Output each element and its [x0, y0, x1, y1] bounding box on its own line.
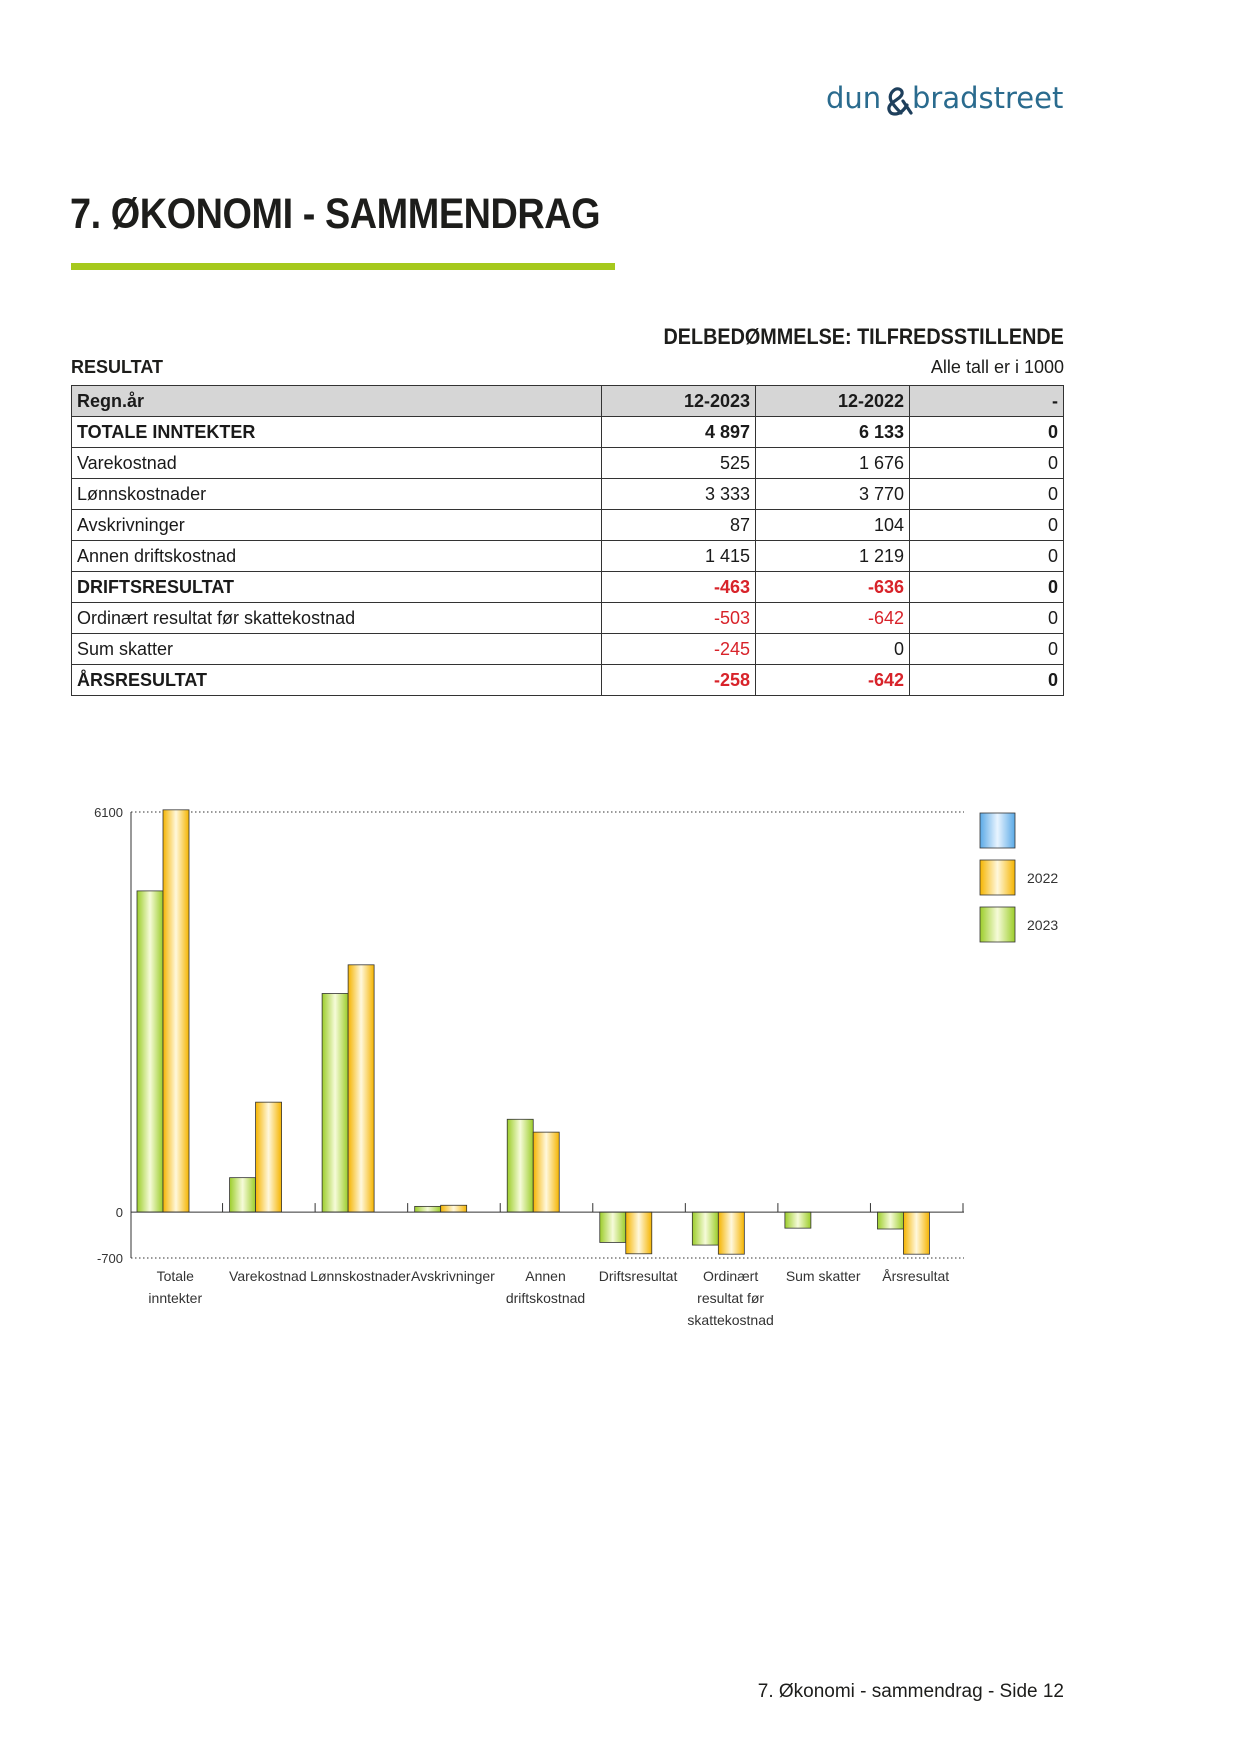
row-value: 0	[910, 448, 1064, 479]
result-table	[71, 385, 1064, 696]
table-row	[72, 634, 1064, 665]
result-chart	[0, 760, 1241, 1340]
row-label: Lønnskostnader	[72, 479, 602, 510]
row-value: 0	[910, 665, 1064, 696]
row-value: -636	[756, 572, 910, 603]
category-label: Varekostnad	[229, 1268, 307, 1284]
bar-2023	[600, 1212, 626, 1242]
table-row	[72, 665, 1064, 696]
page-footer: 7. Økonomi - sammendrag - Side 12	[757, 1681, 1064, 1702]
bar-2022	[718, 1212, 744, 1254]
row-value: 0	[910, 510, 1064, 541]
bar-2023	[322, 993, 348, 1212]
category-label: resultat før	[697, 1290, 765, 1306]
bar-2023	[137, 891, 163, 1212]
ampersand-logo-mark	[889, 89, 911, 114]
bar-2022	[903, 1212, 929, 1254]
y-tick-label: -700	[96, 1251, 123, 1266]
category-label: Ordinært	[702, 1268, 759, 1284]
category-label: Driftsresultat	[598, 1268, 678, 1284]
svg-text:dun: dun	[826, 81, 882, 115]
chart-svg	[0, 760, 1241, 1340]
row-value: 3 770	[756, 479, 910, 510]
row-value: -503	[602, 603, 756, 634]
table-header-row	[72, 386, 1064, 417]
row-value: 1 676	[756, 448, 910, 479]
bar-2023	[415, 1206, 441, 1212]
row-value: -642	[756, 603, 910, 634]
table-row	[72, 479, 1064, 510]
units-note: Alle tall er i 1000	[930, 357, 1064, 377]
row-value: 1 415	[602, 541, 756, 572]
bar-2023	[785, 1212, 811, 1228]
row-value: 0	[910, 634, 1064, 665]
bar-2022	[441, 1205, 467, 1212]
legend-swatch	[980, 907, 1015, 942]
row-label: Ordinært resultat før skattekostnad	[72, 603, 602, 634]
row-value: -258	[602, 665, 756, 696]
category-label: inntekter	[148, 1290, 203, 1306]
section-label: RESULTAT	[71, 357, 163, 377]
row-value: 0	[910, 479, 1064, 510]
row-value: 6 133	[756, 417, 910, 448]
y-tick-label: 6100	[94, 805, 123, 820]
row-value: 525	[602, 448, 756, 479]
legend-label: 2022	[1027, 870, 1059, 886]
header-cell: 12-2022	[756, 386, 910, 417]
row-value: 0	[756, 634, 910, 665]
row-value: 0	[910, 541, 1064, 572]
row-value: 0	[910, 572, 1064, 603]
category-label: Avskrivninger	[411, 1268, 495, 1284]
y-tick-label: 0	[115, 1205, 123, 1221]
legend-label: 2023	[1027, 917, 1059, 933]
rating-heading: DELBEDØMMELSE: TILFREDSSTILLENDE	[663, 324, 1064, 349]
legend-swatch	[980, 813, 1015, 848]
table-row	[72, 603, 1064, 634]
bar-2022	[626, 1212, 652, 1254]
header-cell: 12-2023	[602, 386, 756, 417]
row-label: Varekostnad	[72, 448, 602, 479]
table-row	[72, 448, 1064, 479]
row-label: Avskrivninger	[72, 510, 602, 541]
page-title: 7. ØKONOMI - SAMMENDRAG	[70, 190, 601, 238]
category-label: Sum skatter	[785, 1268, 861, 1284]
row-value: 0	[910, 603, 1064, 634]
row-value: 1 219	[756, 541, 910, 572]
header-cell: -	[910, 386, 1064, 417]
row-value: -245	[602, 634, 756, 665]
row-label: ÅRSRESULTAT	[72, 665, 602, 696]
bar-2022	[163, 810, 189, 1212]
dun-bradstreet-logo	[826, 78, 1066, 122]
row-label: TOTALE INNTEKTER	[72, 417, 602, 448]
row-value: 4 897	[602, 417, 756, 448]
bar-2022	[256, 1102, 282, 1212]
row-value: 0	[910, 417, 1064, 448]
category-label: Årsresultat	[882, 1268, 950, 1284]
bar-2023	[230, 1178, 256, 1212]
row-value: 104	[756, 510, 910, 541]
table-row	[72, 417, 1064, 448]
bar-2022	[348, 965, 374, 1212]
row-label: DRIFTSRESULTAT	[72, 572, 602, 603]
category-label: skattekostnad	[687, 1312, 774, 1328]
row-label: Annen driftskostnad	[72, 541, 602, 572]
category-label: driftskostnad	[505, 1290, 586, 1306]
bar-2023	[692, 1212, 718, 1245]
bar-2023	[877, 1212, 903, 1229]
title-underline	[71, 263, 615, 270]
category-label: Totale	[156, 1268, 194, 1284]
category-label: Annen	[525, 1268, 566, 1284]
row-value: -463	[602, 572, 756, 603]
bar-2022	[533, 1132, 559, 1212]
table-row	[72, 572, 1064, 603]
table-row	[72, 510, 1064, 541]
bar-2023	[507, 1119, 533, 1212]
row-value: 3 333	[602, 479, 756, 510]
row-value: -642	[756, 665, 910, 696]
legend-swatch	[980, 860, 1015, 895]
svg-text:bradstreet: bradstreet	[912, 81, 1064, 115]
category-label: Lønnskostnader	[310, 1268, 411, 1284]
row-label: Sum skatter	[72, 634, 602, 665]
row-value: 87	[602, 510, 756, 541]
header-cell: Regn.år	[72, 386, 602, 417]
table-row	[72, 541, 1064, 572]
